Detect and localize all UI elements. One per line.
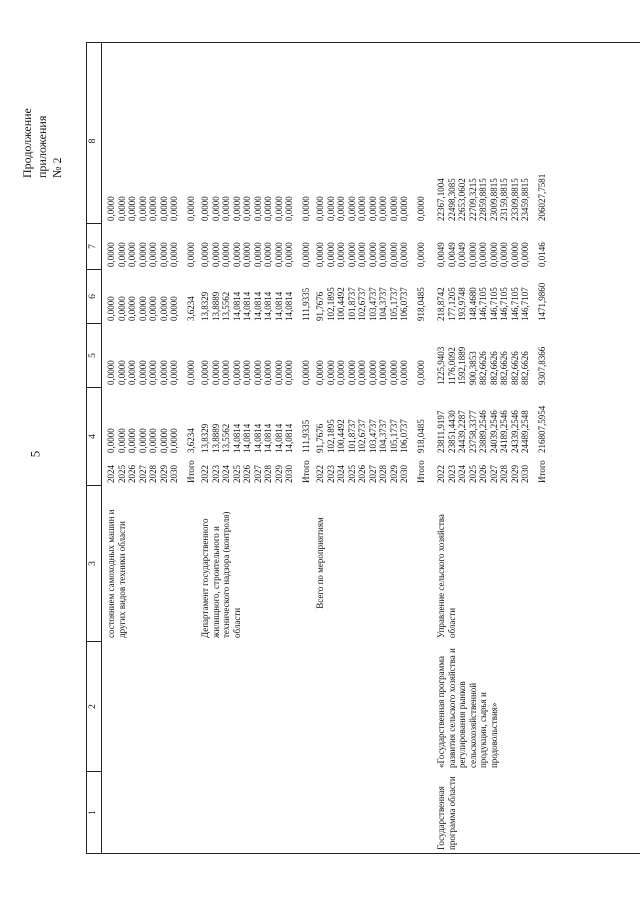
amount-cell: 101,8737	[346, 287, 357, 321]
amount-cell: 0,0000	[284, 360, 294, 385]
amount-cell: 14,0814	[252, 291, 263, 321]
amount-cell: 0,0000	[158, 428, 169, 453]
year-row	[499, 63, 510, 485]
amount-cell: 100,4492	[336, 419, 346, 453]
amount-cell: 0,0000	[137, 296, 148, 321]
amount-cell: 0,0000	[185, 196, 196, 221]
amount-cell: 0,0000	[367, 242, 378, 267]
amount-cell: 14,0814	[273, 291, 284, 321]
year-row	[520, 63, 531, 485]
amount-cell: 14,0814	[252, 423, 263, 453]
amount-cell: 0,0000	[263, 196, 273, 221]
amount-cell: 14,0814	[231, 423, 242, 453]
amount-cell: 0,0000	[127, 196, 137, 221]
year-cell: 2026	[357, 465, 367, 483]
year-row	[347, 63, 358, 485]
amount-cell: 900,3853	[467, 351, 478, 385]
program-name-cell: «Государственная программа развития сельского хозяйства и регулирования рынков сельскохозяйственной продукции, сырья и продовольствия»	[436, 648, 499, 768]
amount-cell: 22653,0602	[457, 178, 467, 221]
amount-cell: 0,0000	[325, 360, 336, 385]
amount-cell: 216807,5954	[536, 405, 547, 453]
amount-cell: 0,0000	[200, 196, 210, 221]
amount-cell: 0,0000	[148, 360, 158, 385]
amount-cell: 102,6737	[357, 287, 367, 321]
amount-cell: 0,0000	[357, 360, 367, 385]
amount-cell: 23009,8815	[488, 178, 499, 221]
amount-cell: 13,8329	[200, 291, 210, 321]
total-row	[537, 63, 548, 485]
amount-cell: 0,0000	[106, 428, 116, 453]
amount-cell: 0,0000	[200, 360, 210, 385]
amount-cell: 13,8889	[210, 291, 221, 321]
year-row	[106, 63, 117, 485]
year-cell: 2030	[399, 465, 409, 483]
amount-cell: 0,0000	[367, 196, 378, 221]
year-cell: 2024	[106, 465, 116, 483]
amount-cell: 0,0000	[158, 296, 169, 321]
amount-cell: 0,0000	[148, 296, 158, 321]
amount-cell: 0,0000	[231, 196, 242, 221]
program-level-cell: Государственная программа области	[436, 776, 457, 850]
year-row	[336, 63, 347, 485]
year-cell: 2028	[148, 465, 158, 483]
amount-cell: 106,0737	[399, 419, 409, 453]
year-row	[510, 63, 521, 485]
year-cell: 2025	[467, 465, 478, 483]
amount-cell: 0,0000	[315, 242, 325, 267]
amount-cell: 0,0000	[252, 242, 263, 267]
amount-cell: 0,0000	[169, 360, 179, 385]
header-col-4: 4	[87, 387, 101, 485]
amount-cell: 24439,2287	[457, 410, 467, 453]
executor-cell: Департамент государственного жилищного, строительного и технического надзора (контроля) области	[200, 511, 242, 638]
amount-cell: 0,0000	[185, 242, 196, 267]
table-block-4	[436, 43, 547, 853]
amount-cell: 0,0000	[315, 196, 325, 221]
year-row	[253, 63, 264, 485]
amount-cell: 0,0000	[158, 360, 169, 385]
table-block-2	[200, 43, 311, 853]
amount-cell: 0,0000	[116, 196, 127, 221]
amount-cell: 3,6234	[185, 296, 196, 321]
year-cell: Итого	[415, 460, 426, 483]
amount-cell: 0,0000	[231, 360, 242, 385]
amount-cell: 0,0000	[148, 242, 158, 267]
amount-cell: 0,0000	[300, 360, 311, 385]
amount-cell: 103,4737	[367, 287, 378, 321]
amount-cell: 0,0000	[415, 242, 426, 267]
year-cell: Итого	[300, 460, 311, 483]
amount-cell: 882,6626	[520, 351, 530, 385]
amount-cell: 193,9748	[457, 287, 467, 321]
page-number: 5	[27, 450, 43, 458]
amount-cell: 0,0000	[357, 242, 367, 267]
year-row	[478, 63, 489, 485]
amount-cell: 0,0000	[336, 242, 346, 267]
amount-cell: 0,0000	[221, 196, 231, 221]
year-row	[457, 63, 468, 485]
year-cell: 2029	[509, 465, 520, 483]
amount-cell: 146,7105	[499, 287, 509, 321]
amount-cell: 882,6626	[509, 351, 520, 385]
amount-cell: 0,0000	[185, 360, 196, 385]
amount-cell: 102,1895	[325, 287, 336, 321]
amount-cell: 0,0000	[378, 242, 388, 267]
program-level-cell	[106, 771, 196, 853]
amount-cell: 0,0000	[148, 428, 158, 453]
year-cell: 2029	[273, 465, 284, 483]
amount-cell: 106,0737	[399, 287, 409, 321]
year-row	[117, 63, 128, 485]
year-row	[274, 63, 285, 485]
table-header	[87, 43, 102, 853]
amount-cell: 0,0000	[127, 296, 137, 321]
program-level-cell	[200, 771, 311, 853]
amount-cell: 0,0000	[116, 242, 127, 267]
amount-cell: 104,3737	[378, 287, 388, 321]
amount-cell: 9307,8366	[536, 346, 547, 385]
amount-cell: 91,7676	[315, 423, 325, 453]
amount-cell: 14,0814	[242, 291, 252, 321]
amount-cell: 23159,8815	[499, 178, 509, 221]
year-cell: 2023	[325, 465, 336, 483]
amount-cell: 91,7676	[315, 291, 325, 321]
amount-cell: 24339,2546	[509, 410, 520, 453]
amount-cell: 104,3737	[378, 419, 388, 453]
year-cell: 2027	[488, 465, 499, 483]
program-name-cell	[106, 641, 196, 771]
amount-cell: 22498,3085	[446, 178, 457, 221]
amount-cell: 0,0000	[263, 242, 273, 267]
amount-cell: 0,0000	[284, 196, 294, 221]
amount-cell: 0,0000	[336, 360, 346, 385]
year-cell: 2024	[457, 465, 467, 483]
amount-cell: 0,0000	[242, 242, 252, 267]
amount-cell: 23758,3377	[467, 410, 478, 453]
amount-cell: 0,0000	[116, 428, 127, 453]
year-row	[389, 63, 400, 485]
total-row	[186, 63, 197, 485]
amount-cell: 13,8889	[210, 423, 221, 453]
amount-cell: 0,0000	[378, 360, 388, 385]
amount-cell: 0,0000	[467, 242, 478, 267]
program-level-cell	[315, 771, 426, 853]
amount-cell: 0,0000	[242, 360, 252, 385]
year-cell: Итого	[536, 460, 547, 483]
amount-cell: 0,0000	[221, 360, 231, 385]
amount-cell: 22709,3215	[467, 178, 478, 221]
amount-cell: 0,0000	[488, 242, 499, 267]
total-row	[301, 63, 312, 485]
amount-cell: 0,0000	[336, 196, 346, 221]
budget-table	[86, 42, 640, 854]
year-cell: 2022	[436, 465, 446, 483]
year-cell: 2023	[210, 465, 221, 483]
year-cell: 2028	[263, 465, 273, 483]
amount-cell: 0,0000	[106, 196, 116, 221]
header-col-6: 6	[87, 269, 101, 323]
year-cell: 2024	[221, 465, 231, 483]
amount-cell: 0,0000	[399, 242, 409, 267]
header-col-5: 5	[87, 323, 101, 387]
amount-cell: 0,0000	[273, 196, 284, 221]
amount-cell: 206027,7581	[536, 173, 547, 221]
year-cell: Итого	[185, 460, 196, 483]
amount-cell: 1176,0092	[446, 347, 457, 385]
year-row	[357, 63, 368, 485]
amount-cell: 0,0000	[169, 196, 179, 221]
year-cell: 2030	[284, 465, 294, 483]
header-col-7: 7	[87, 223, 101, 269]
amount-cell: 111,9335	[300, 419, 311, 453]
amount-cell: 0,0000	[148, 196, 158, 221]
amount-cell: 0,0000	[221, 242, 231, 267]
amount-cell: 918,0485	[415, 287, 426, 321]
year-cell: 2029	[388, 465, 399, 483]
amount-cell: 0,0000	[200, 242, 210, 267]
amount-cell: 0,0000	[346, 242, 357, 267]
amount-cell: 24039,2546	[488, 410, 499, 453]
amount-cell: 0,0000	[399, 360, 409, 385]
amount-cell: 0,0000	[284, 242, 294, 267]
year-cell: 2029	[158, 465, 169, 483]
amount-cell: 0,0000	[300, 196, 311, 221]
year-row	[138, 63, 149, 485]
amount-cell: 0,0000	[378, 196, 388, 221]
year-row	[326, 63, 337, 485]
amount-cell: 1592,1889	[457, 346, 467, 385]
amount-cell: 0,0000	[357, 196, 367, 221]
year-row	[127, 63, 138, 485]
year-row	[211, 63, 222, 485]
amount-cell: 0,0000	[158, 196, 169, 221]
year-row	[468, 63, 479, 485]
amount-cell: 23309,8815	[509, 178, 520, 221]
amount-cell: 24489,2548	[520, 410, 530, 453]
amount-cell: 102,1895	[325, 419, 336, 453]
executor-cell: Всего по мероприятиям	[315, 517, 325, 609]
amount-cell: 0,0049	[436, 242, 446, 267]
amount-cell: 14,0814	[231, 291, 242, 321]
year-cell: 2022	[315, 465, 325, 483]
amount-cell: 146,7107	[520, 287, 530, 321]
table-block-3	[315, 43, 426, 853]
year-row	[315, 63, 326, 485]
amount-cell: 0,0000	[127, 242, 137, 267]
amount-cell: 0,0049	[446, 242, 457, 267]
amount-cell: 918,0485	[415, 419, 426, 453]
amount-cell: 23811,9197	[436, 410, 446, 453]
amount-cell: 13,8329	[200, 423, 210, 453]
year-row	[436, 63, 447, 485]
amount-cell: 882,6626	[478, 351, 488, 385]
amount-cell: 100,4492	[336, 287, 346, 321]
year-row	[242, 63, 253, 485]
continuation-label: Продолжение приложения № 2	[20, 108, 64, 178]
year-row	[232, 63, 243, 485]
amount-cell: 0,0000	[252, 196, 263, 221]
amount-cell: 0,0000	[263, 360, 273, 385]
amount-cell: 3,6234	[185, 428, 196, 453]
amount-cell: 105,1737	[388, 419, 399, 453]
amount-cell: 0,0000	[127, 428, 137, 453]
amount-cell: 14,0814	[284, 423, 294, 453]
amount-cell: 146,7105	[488, 287, 499, 321]
amount-cell: 0,0000	[415, 360, 426, 385]
amount-cell: 177,1205	[446, 287, 457, 321]
amount-cell: 0,0000	[509, 242, 520, 267]
amount-cell: 0,0000	[210, 242, 221, 267]
year-cell: 2027	[367, 465, 378, 483]
year-cell: 2027	[252, 465, 263, 483]
amount-cell: 0,0000	[137, 428, 148, 453]
amount-cell: 0,0000	[273, 242, 284, 267]
year-row	[489, 63, 500, 485]
year-row	[399, 63, 410, 485]
amount-cell: 23459,8815	[520, 178, 530, 221]
amount-cell: 13,5562	[221, 291, 231, 321]
amount-cell: 0,0000	[346, 196, 357, 221]
amount-cell: 0,0000	[169, 242, 179, 267]
year-row	[368, 63, 379, 485]
header-col-3: 3	[87, 485, 101, 641]
amount-cell: 0,0000	[137, 242, 148, 267]
year-cell: 2030	[169, 465, 179, 483]
amount-cell: 0,0000	[116, 360, 127, 385]
amount-cell: 0,0000	[106, 360, 116, 385]
header-col-1: 1	[87, 771, 101, 853]
year-row	[221, 63, 232, 485]
amount-cell: 24189,2546	[499, 410, 509, 453]
header-col-8: 8	[88, 138, 98, 144]
rotated-page	[0, 108, 640, 854]
amount-cell: 0,0000	[415, 196, 426, 221]
year-row	[378, 63, 389, 485]
year-cell: 2026	[478, 465, 488, 483]
amount-cell: 23889,2546	[478, 410, 488, 453]
year-row	[447, 63, 458, 485]
year-cell: 2030	[520, 465, 530, 483]
year-cell: 2025	[116, 465, 127, 483]
amount-cell: 102,6737	[357, 419, 367, 453]
amount-cell: 882,6626	[488, 351, 499, 385]
year-cell: 2025	[231, 465, 242, 483]
amount-cell: 0,0000	[169, 296, 179, 321]
amount-cell: 218,8742	[436, 287, 446, 321]
year-cell: 2022	[200, 465, 210, 483]
amount-cell: 0,0000	[388, 242, 399, 267]
amount-cell: 146,7105	[509, 287, 520, 321]
amount-cell: 0,0000	[325, 196, 336, 221]
year-row	[148, 63, 159, 485]
amount-cell: 0,0000	[325, 242, 336, 267]
amount-cell: 0,0000	[116, 296, 127, 321]
year-row	[263, 63, 274, 485]
amount-cell: 101,8737	[346, 419, 357, 453]
year-cell: 2027	[137, 465, 148, 483]
table-block-1	[106, 43, 196, 853]
amount-cell: 0,0146	[536, 242, 547, 267]
year-row	[200, 63, 211, 485]
amount-cell: 0,0000	[137, 196, 148, 221]
amount-cell: 882,6626	[499, 351, 509, 385]
amount-cell: 0,0000	[127, 360, 137, 385]
year-row	[169, 63, 180, 485]
amount-cell: 0,0049	[457, 242, 467, 267]
year-cell: 2026	[127, 465, 137, 483]
table-body	[106, 43, 547, 853]
amount-cell: 148,4680	[467, 287, 478, 321]
amount-cell: 146,7105	[478, 287, 488, 321]
year-cell: 2028	[499, 465, 509, 483]
year-cell: 2028	[378, 465, 388, 483]
year-row	[159, 63, 170, 485]
amount-cell: 0,0000	[158, 242, 169, 267]
year-cell: 2025	[346, 465, 357, 483]
amount-cell: 0,0000	[315, 360, 325, 385]
amount-cell: 0,0000	[388, 360, 399, 385]
executor-cell: состоянием самоходных машин и других видов техники области	[106, 509, 127, 638]
amount-cell: 0,0000	[399, 196, 409, 221]
total-row	[416, 63, 427, 485]
year-cell: 2026	[242, 465, 252, 483]
year-cell: 2023	[446, 465, 457, 483]
amount-cell: 103,4737	[367, 419, 378, 453]
program-name-cell	[315, 641, 426, 771]
amount-cell: 0,0000	[252, 360, 263, 385]
amount-cell: 1471,9860	[536, 282, 547, 321]
amount-cell: 0,0000	[210, 196, 221, 221]
amount-cell: 0,0000	[346, 360, 357, 385]
amount-cell: 0,0000	[106, 242, 116, 267]
amount-cell: 0,0000	[478, 242, 488, 267]
amount-cell: 0,0000	[231, 242, 242, 267]
amount-cell: 0,0000	[499, 242, 509, 267]
amount-cell: 14,0814	[242, 423, 252, 453]
amount-cell: 0,0000	[169, 428, 179, 453]
amount-cell: 0,0000	[242, 196, 252, 221]
amount-cell: 13,5562	[221, 423, 231, 453]
amount-cell: 0,0000	[106, 296, 116, 321]
amount-cell: 1225,9403	[436, 346, 446, 385]
amount-cell: 14,0814	[263, 291, 273, 321]
amount-cell: 105,1737	[388, 287, 399, 321]
year-row	[284, 63, 295, 485]
amount-cell: 0,0000	[273, 360, 284, 385]
amount-cell: 111,9335	[300, 287, 311, 321]
amount-cell: 22367,1004	[436, 178, 446, 221]
amount-cell: 0,0000	[210, 360, 221, 385]
amount-cell: 22859,8815	[478, 178, 488, 221]
amount-cell: 0,0000	[137, 360, 148, 385]
amount-cell: 0,0000	[388, 196, 399, 221]
amount-cell: 23851,4430	[446, 410, 457, 453]
program-name-cell	[200, 641, 311, 771]
amount-cell: 0,0000	[520, 242, 530, 267]
year-cell: 2024	[336, 465, 346, 483]
executor-cell: Управление сельского хозяйства области	[436, 514, 457, 638]
amount-cell: 14,0814	[263, 423, 273, 453]
amount-cell: 0,0000	[367, 360, 378, 385]
amount-cell: 14,0814	[273, 423, 284, 453]
header-col-2: 2	[87, 641, 101, 771]
amount-cell: 14,0814	[284, 291, 294, 321]
amount-cell: 0,0000	[300, 242, 311, 267]
